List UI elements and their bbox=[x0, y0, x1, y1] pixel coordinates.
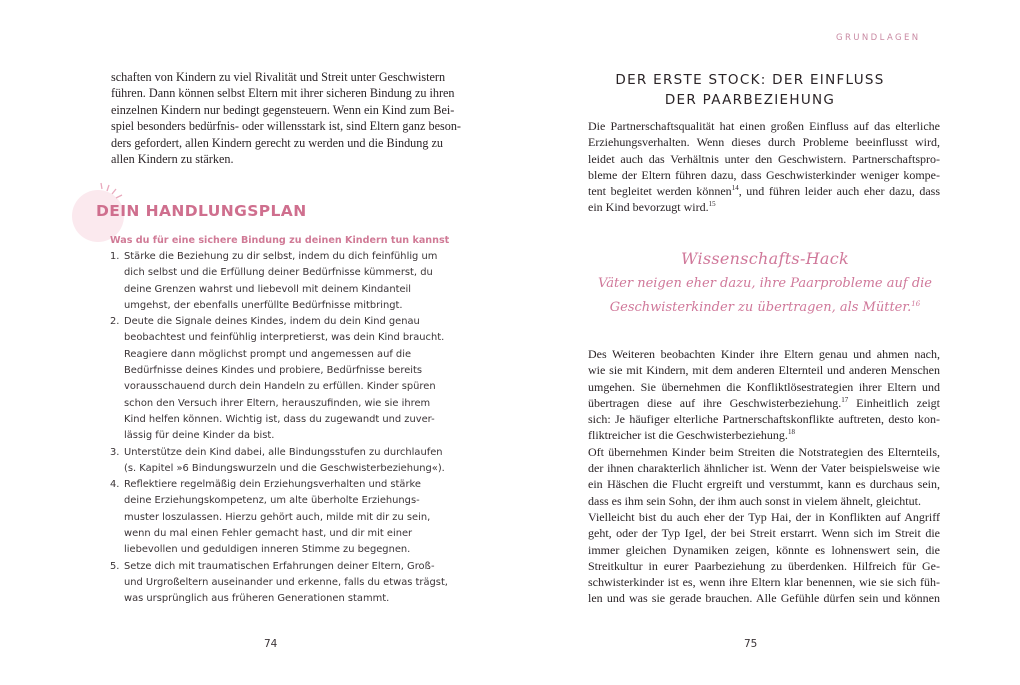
section-heading: DEIN HANDLUNGSPLAN bbox=[96, 202, 307, 220]
list-item-text: Setze dich mit traumatischen Erfahrungen deiner Eltern, Groß- bbox=[124, 560, 435, 572]
text-line bbox=[588, 199, 940, 215]
text-line: sich: Je häufiger elterliche Partnerschaftskonflikte auftreten, desto kon- bbox=[588, 412, 940, 427]
paragraph-2 bbox=[588, 346, 940, 607]
science-hack-callout bbox=[585, 246, 945, 320]
page-number-right: 75 bbox=[744, 638, 758, 650]
list-item-continuation bbox=[110, 591, 440, 607]
list-item bbox=[110, 445, 443, 461]
list-item-text: Stärke die Beziehung zu dir selbst, indem du dich feinfühlig um bbox=[124, 251, 438, 262]
list-item-text: lässig für deine Kinder da bist. bbox=[124, 430, 275, 442]
list-item-continuation bbox=[110, 493, 440, 509]
list-number bbox=[110, 510, 124, 526]
text-segment: Einheitlich zeigt bbox=[848, 395, 940, 410]
list-item-continuation bbox=[110, 363, 440, 379]
chapter-heading-line: DER PAARBEZIEHUNG bbox=[664, 91, 836, 108]
list-number bbox=[110, 282, 124, 298]
text-segment: , und führen leider auch eher dazu, dass bbox=[738, 184, 940, 199]
list-number: 1. bbox=[110, 251, 120, 262]
list-item-text: dich selbst und die Erfüllung deiner Bedürfnisse kümmerst, du bbox=[124, 267, 433, 279]
text-segment: übertragen diese auf ihre Geschwisterbeziehung. bbox=[588, 395, 842, 410]
text-line: schaften von Kindern zu viel Rivalität und Streit unter Geschwistern bbox=[111, 70, 446, 84]
text-line: einzelnen Kindern nur bedingt gegensteuern. Wenn ein Kind zum Bei- bbox=[111, 102, 455, 117]
sparkle-rays-icon bbox=[98, 180, 128, 202]
callout-line bbox=[585, 296, 945, 320]
list-number bbox=[110, 493, 124, 509]
callout-title: Wissenschafts-Hack bbox=[680, 249, 849, 268]
text-segment: tent begleitet werden können bbox=[588, 184, 732, 199]
list-number bbox=[110, 428, 124, 444]
list-item-continuation bbox=[110, 510, 440, 526]
list-number: 2. bbox=[110, 316, 120, 328]
list-item-text: deine Grenzen wahrst und liebevoll mit deinem Kindanteil bbox=[124, 283, 412, 295]
list-item bbox=[110, 314, 440, 330]
paragraph-1 bbox=[588, 118, 940, 216]
list-item-continuation bbox=[110, 526, 440, 542]
list-item-continuation bbox=[110, 396, 440, 412]
text-segment: ein Kind bevorzugt wird. bbox=[588, 200, 709, 215]
list-item-text: beobachtest und feinfühlig interpretierst, was dein Kind braucht. bbox=[124, 332, 445, 344]
list-number bbox=[110, 591, 124, 607]
text-line: führen. Dann können selbst Eltern mit ihrer sicheren Bindung zu ihren bbox=[111, 86, 455, 101]
list-number bbox=[110, 347, 124, 363]
list-item-text: schon den Versuch ihrer Eltern, herauszufinden, wie sie ihrem bbox=[124, 397, 431, 409]
list-item-text: und Urgroßeltern auseinander und erkenne, falls du etwas trägst, bbox=[124, 576, 448, 588]
list-item-continuation bbox=[110, 282, 440, 298]
text-line: dass es ihm sein Sohn, der ihm auch sonst in vielem ähnelt, gleichtut. bbox=[588, 493, 921, 508]
list-number bbox=[110, 526, 124, 542]
text-line: Streitkultur in eurer Paarbeziehung zu überdenken. Hilfreich für Ge- bbox=[588, 558, 940, 573]
list-number bbox=[110, 575, 124, 591]
list-item-text: wenn du mal einen Fehler gemacht hast, und dir mit einer bbox=[124, 528, 413, 540]
list-item-text: Bedürfnisse deines Kindes und probiere, Bedürfnisse bereits bbox=[124, 365, 423, 377]
text-line bbox=[588, 183, 940, 199]
text-line: Des Weiteren beobachten Kinder ihre Eltern genau und ahmen nach, bbox=[588, 347, 940, 361]
list-item-text: liebevollen und geduldigen inneren Stimme zu begegnen. bbox=[124, 544, 411, 556]
list-item-continuation bbox=[110, 542, 440, 558]
list-item-continuation bbox=[110, 428, 440, 444]
list-number bbox=[110, 396, 124, 412]
page-number-left: 74 bbox=[264, 638, 278, 650]
text-line: bleme der Eltern führen dazu, dass Geschwisterkinder weniger kompe- bbox=[588, 167, 940, 182]
text-line bbox=[588, 395, 940, 411]
list-item-text: umgehst, der ebenfalls unerfüllte Bedürfnisse mitbringt. bbox=[124, 299, 403, 311]
list-number bbox=[110, 265, 124, 281]
list-item-text: Unterstütze dein Kind dabei, alle Bindungsstufen zu durchlaufen bbox=[124, 446, 443, 458]
footnote-ref: 15 bbox=[708, 200, 716, 209]
footnote-ref: 16 bbox=[911, 300, 921, 308]
list-item-continuation bbox=[110, 265, 440, 281]
list-item-continuation bbox=[110, 347, 440, 363]
text-line: ein Häschen die Flucht ergreift und verstummt, kann es durchaus sein, bbox=[588, 477, 940, 492]
list-item-continuation bbox=[110, 412, 440, 428]
section-subheading: Was du für eine sichere Bindung zu deinen Kindern tun kannst bbox=[110, 235, 450, 246]
text-line: immer gleichen Dynamiken zeigen, könnte es lohnenswert sein, die bbox=[588, 542, 940, 557]
footnote-ref: 17 bbox=[841, 395, 849, 404]
chapter-heading-line: DER ERSTE STOCK: DER EINFLUSS bbox=[615, 72, 885, 88]
text-line: ders gefordert, allen Kindern gerecht zu werden und die Bindung zu bbox=[111, 135, 443, 150]
list-item-text: Reflektiere regelmäßig dein Erziehungsverhalten und stärke bbox=[124, 479, 421, 491]
intro-paragraph bbox=[111, 69, 461, 168]
callout-line: Väter neigen eher dazu, ihre Paarprobleme auf die bbox=[598, 276, 932, 291]
running-head: GRUNDLAGEN bbox=[836, 33, 921, 43]
text-segment: fliktreicher ist die Geschwisterbeziehung. bbox=[588, 428, 788, 443]
list-item-text: Deute die Signale deines Kindes, indem du dein Kind genau bbox=[124, 316, 420, 328]
list-item-text: Reagiere dann möglichst prompt und angemessen auf die bbox=[124, 348, 412, 360]
footnote-ref: 18 bbox=[787, 428, 795, 437]
list-item-text: deine Erziehungskompetenz, um alte überholte Erziehungs- bbox=[124, 495, 420, 507]
text-line: der ihnen charakterlich ähnlicher ist. Wenn der Vater beispielsweise wie bbox=[588, 461, 940, 476]
text-line: geht, oder der Typ Igel, der bei Streit erstarrt. Wenn sich im Streit die bbox=[588, 526, 940, 541]
list-item-continuation bbox=[110, 330, 445, 346]
action-plan-list bbox=[110, 249, 448, 608]
list-item-text: was ursprünglich aus früheren Generationen stammt. bbox=[124, 593, 390, 605]
list-item-continuation bbox=[110, 298, 440, 314]
text-line: spiel besonders bedürfnis- oder willensstark ist, sind Eltern ganz beson- bbox=[111, 119, 461, 134]
list-item-text: Kind helfen können. Wichtig ist, dass du zugewandt und zuver- bbox=[124, 413, 435, 425]
list-item-continuation bbox=[110, 461, 445, 477]
list-number bbox=[110, 542, 124, 558]
text-line: umgehen. Sie übernehmen die Konfliktlösestrategien ihrer Eltern und bbox=[588, 379, 940, 394]
text-line: Oft übernehmen Kinder beim Streiten die Notstrategien des Elternteils, bbox=[588, 444, 940, 459]
list-item-text: muster loszulassen. Hierzu gehört auch, milde mit dir zu sein, bbox=[124, 511, 431, 523]
list-item-continuation bbox=[110, 379, 440, 395]
list-item bbox=[110, 477, 440, 493]
list-item-continuation bbox=[110, 575, 448, 591]
list-number: 3. bbox=[110, 446, 120, 458]
text-line: Erziehungsverhalten. Wenn dieses durch Probleme beeinflusst wird, bbox=[588, 135, 940, 150]
list-number bbox=[110, 379, 124, 395]
list-item-text: vorausschauend durch dein Handeln zu erfüllen. Kinder spüren bbox=[124, 381, 436, 393]
chapter-heading bbox=[560, 71, 940, 110]
list-number bbox=[110, 363, 124, 379]
text-line: Vielleicht bist du auch eher der Typ Hai, der in Konflikten auf Angriff bbox=[588, 509, 940, 524]
list-number: 5. bbox=[110, 560, 120, 572]
text-line: leidet auch das Verhältnis unter den Geschwistern. Partnerschaftspro- bbox=[588, 151, 940, 166]
list-item bbox=[110, 559, 440, 575]
text-line: schwisterkinder ist es, wenn ihre Eltern klar benennen, wie sie sich füh- bbox=[588, 575, 940, 590]
list-number bbox=[110, 330, 124, 346]
list-item bbox=[110, 249, 440, 265]
callout-line-text: Geschwisterkinder zu übertragen, als Mütter. bbox=[609, 300, 912, 315]
list-item-text: (s. Kapitel »6 Bindungswurzeln und die Geschwisterbeziehung«). bbox=[124, 462, 445, 474]
text-line: wie sie mit Kindern, mit dem anderen Elternteil und anderen Menschen bbox=[588, 363, 940, 378]
text-line: allen Kindern zu stärken. bbox=[111, 152, 234, 167]
list-number bbox=[110, 298, 124, 314]
footnote-ref: 14 bbox=[731, 184, 739, 193]
list-number bbox=[110, 461, 124, 477]
list-number bbox=[110, 412, 124, 428]
list-number: 4. bbox=[110, 479, 120, 491]
text-line bbox=[588, 427, 940, 443]
text-line: len und was sie gerade brauchen. Alle Gefühle dürfen sein und können bbox=[588, 591, 940, 606]
text-line: Die Partnerschaftsqualität hat einen großen Einfluss auf das elterliche bbox=[588, 119, 940, 133]
